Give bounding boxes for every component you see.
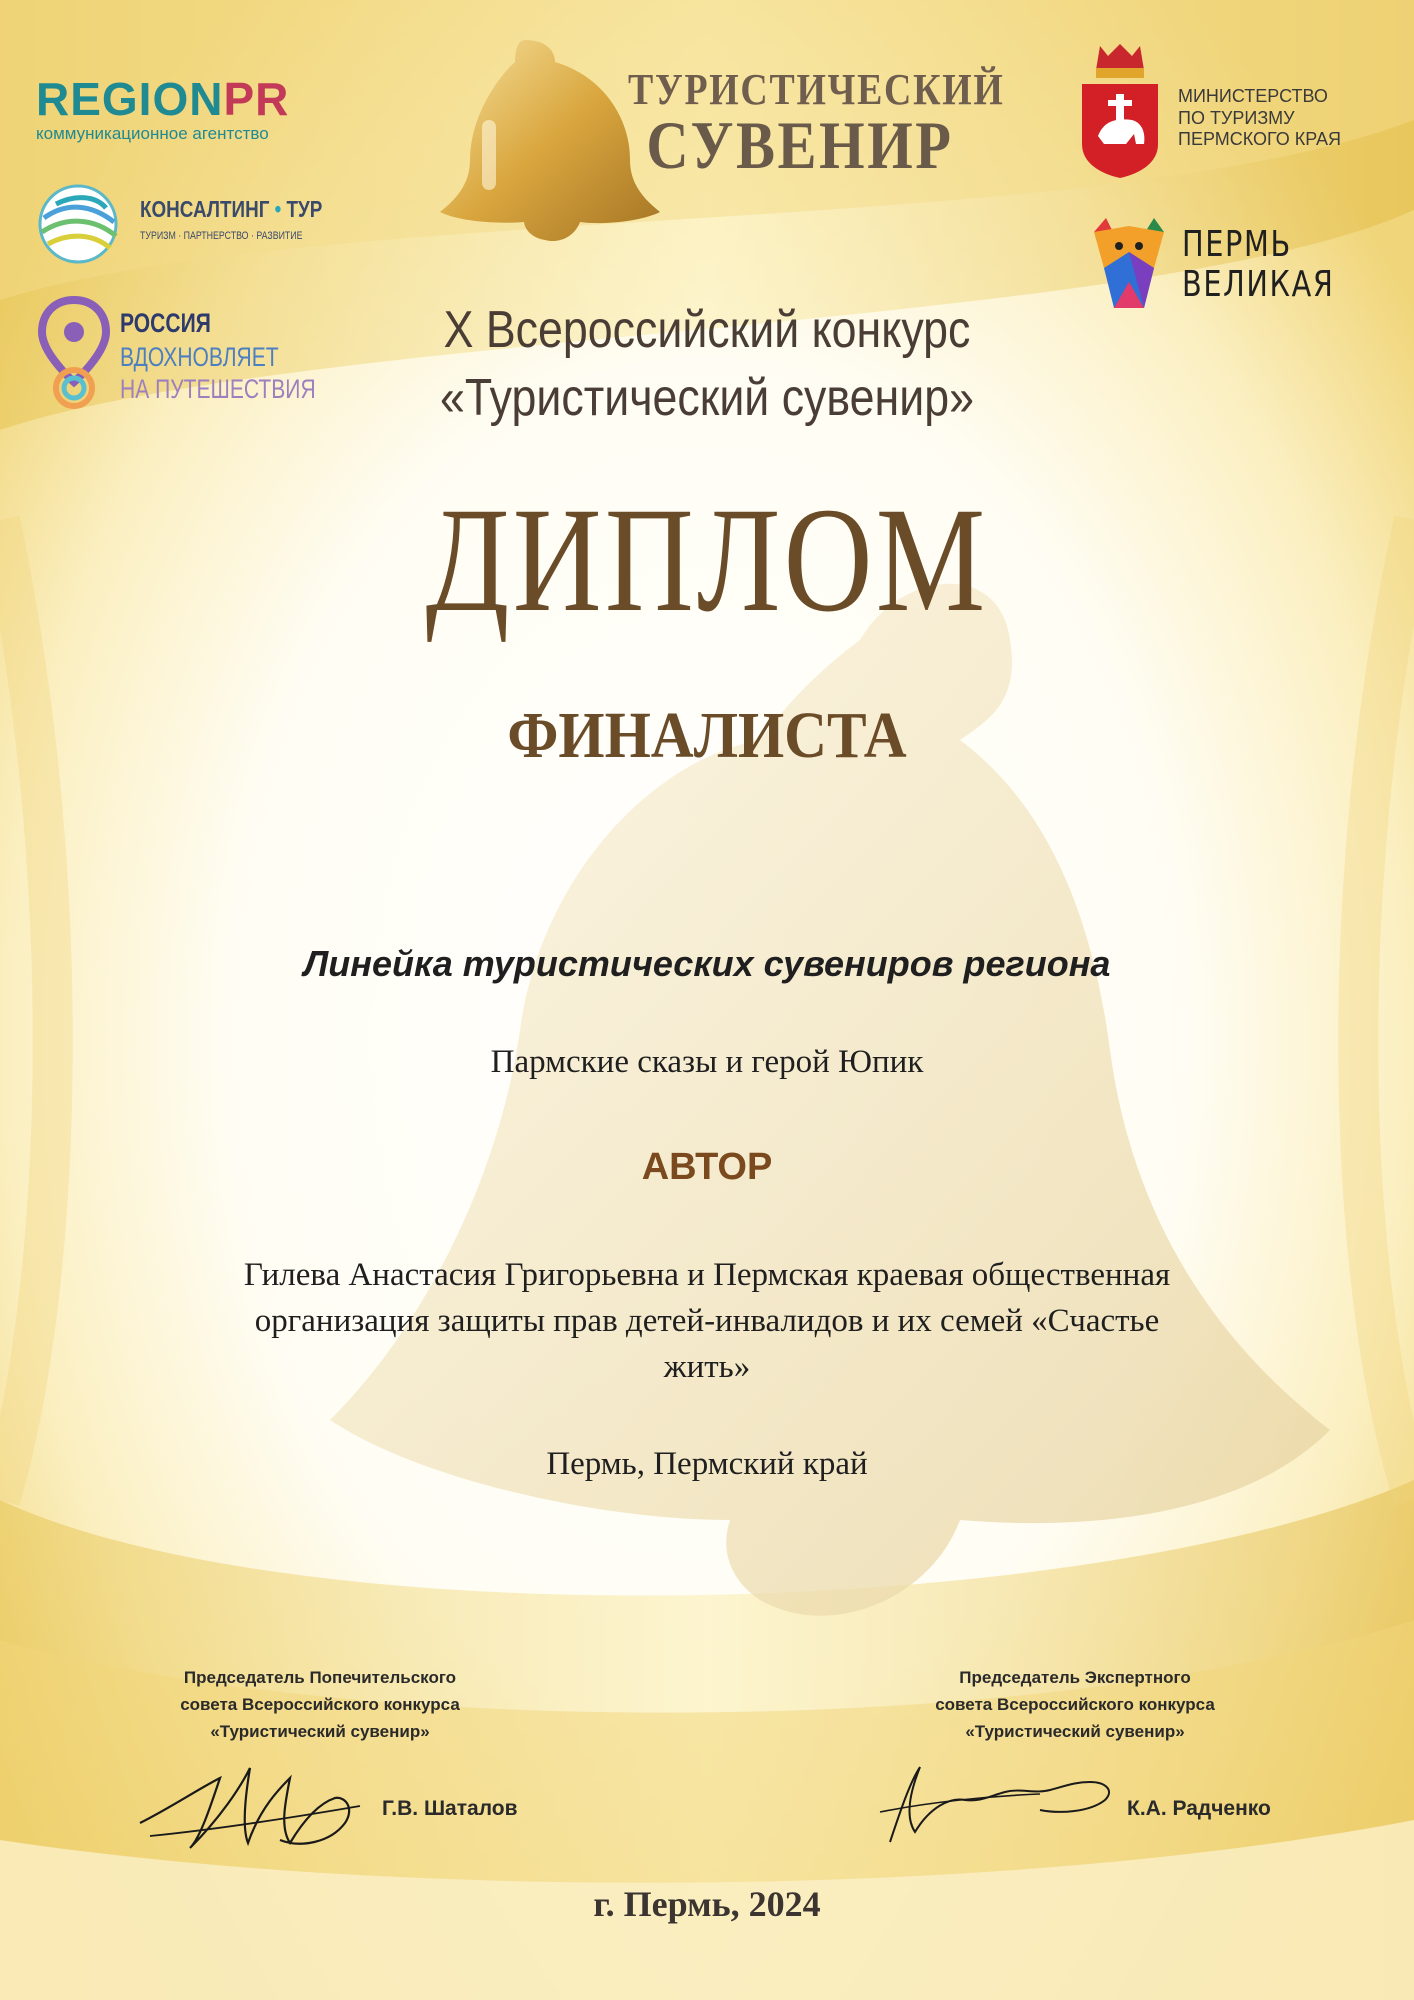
russia-line1: РОССИЯ bbox=[120, 308, 211, 338]
contest-line2: «Туристический сувенир» bbox=[440, 369, 974, 427]
diploma-title: ДИПЛОМ bbox=[425, 477, 989, 643]
location: Пермь, Пермский край bbox=[546, 1446, 868, 1482]
author-line2: организация защиты прав детей-инвалидов и их семей «Счастье bbox=[254, 1303, 1160, 1339]
banner-line1: ТУРИСТИЧЕСКИЙ bbox=[628, 65, 1005, 114]
regionpr-name: REGIONPR bbox=[36, 73, 290, 125]
right-signatory-name: К.А. Радченко bbox=[1127, 1797, 1271, 1820]
consulting-tour-tagline: ТУРИЗМ · ПАРТНЕРСТВО · РАЗВИТИЕ bbox=[140, 230, 303, 242]
right-signatory-title: Председатель Экспертного совета Всероссийского конкурса «Туристический сувенир» bbox=[935, 1668, 1215, 1741]
perm-line2: ВЕЛИКАЯ bbox=[1182, 264, 1335, 305]
author-line1: Гилева Анастасия Григорьевна и Пермская краевая общественная bbox=[243, 1257, 1171, 1293]
nomination: Линейка туристических сувениров региона bbox=[303, 943, 1111, 984]
globe-icon bbox=[36, 182, 120, 266]
left-signatory-title: Председатель Попечительского совета Всероссийского конкурса «Туристический сувенир» bbox=[180, 1668, 460, 1741]
left-signature bbox=[130, 1748, 370, 1858]
location-pin-icon bbox=[36, 296, 112, 412]
russia-line2: ВДОХНОВЛЯЕТ bbox=[120, 342, 279, 372]
contest-title bbox=[271, 296, 1143, 432]
consulting-tour-name: КОНСАЛТИНГ • ТУР bbox=[140, 196, 323, 222]
perm-line1: ПЕРМЬ bbox=[1182, 224, 1292, 265]
regionpr-logo bbox=[36, 73, 336, 144]
coat-of-arms-icon bbox=[1078, 40, 1162, 180]
consulting-tour-logo bbox=[36, 178, 336, 268]
author-line3: жить» bbox=[663, 1349, 751, 1385]
author-text bbox=[110, 1252, 1304, 1390]
contest-banner bbox=[600, 64, 1005, 183]
city-year: г. Пермь, 2024 bbox=[593, 1884, 821, 1924]
work-title: Пармские сказы и герой Юпик bbox=[490, 1044, 924, 1080]
left-signatory-name: Г.В. Шаталов bbox=[382, 1797, 518, 1820]
right-signature bbox=[870, 1752, 1130, 1852]
banner-line2: СУВЕНИР bbox=[646, 107, 954, 183]
ministry-name: МИНИСТЕРСТВО ПО ТУРИЗМУ ПЕРМСКОГО КРАЯ bbox=[1178, 86, 1342, 150]
ministry-logo bbox=[1078, 40, 1398, 180]
russia-line3: НА ПУТЕШЕСТВИЯ bbox=[120, 374, 316, 404]
regionpr-subtitle: коммуникационное агентство bbox=[36, 124, 269, 143]
contest-line1: X Всероссийский конкурс bbox=[443, 301, 971, 359]
author-label: АВТОР bbox=[641, 1146, 773, 1188]
diploma-subtitle: ФИНАЛИСТА bbox=[507, 699, 907, 772]
